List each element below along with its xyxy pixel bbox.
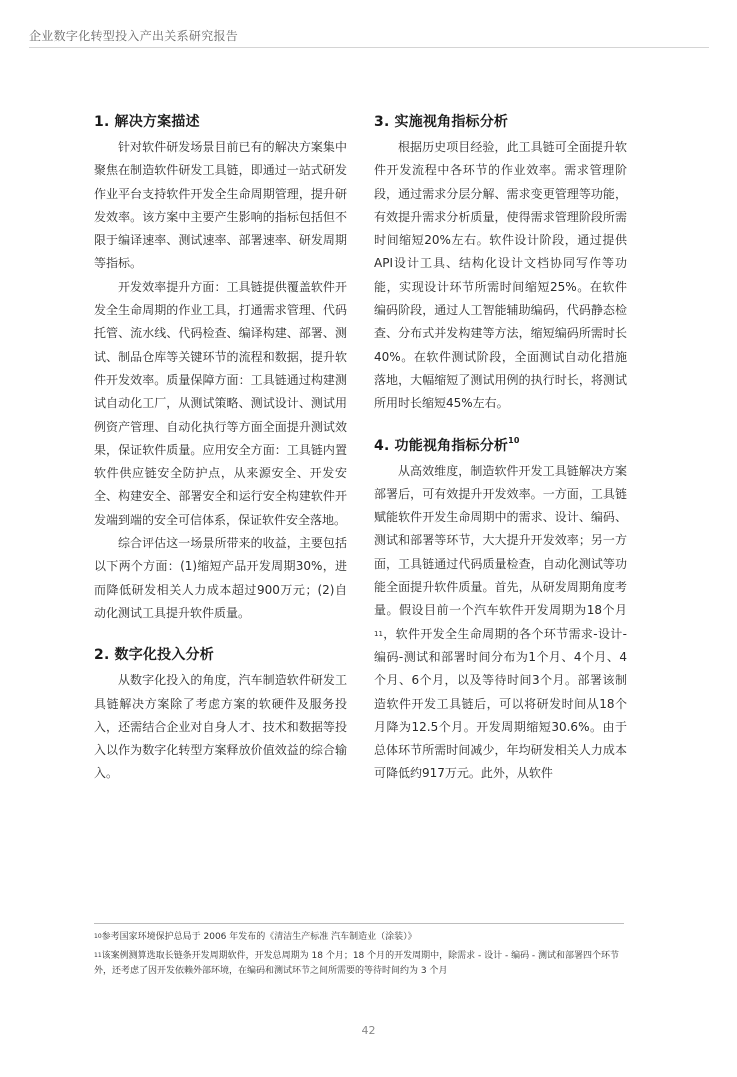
section-heading: 1. 解决方案描述: [94, 114, 200, 130]
section-spacer: [94, 625, 347, 645]
left-column: [94, 112, 347, 786]
footnote-text: 该案例测算选取长链条开发周期软件，开发总周期为 18 个月；18 个月的开发周期中，除需求 - 设计 - 编码 - 测试和部署四个环节外，还考虑了因开发依赖外部环境，在编码和测试环节之间所需要的等待时间约为 3 个月: [94, 951, 620, 976]
heading-text: 4. 功能视角指标分析: [374, 437, 509, 454]
footnote-divider: [94, 923, 624, 924]
body-paragraph: [374, 460, 627, 786]
paragraph-text: 从高效维度，制造软件开发工具链解决方案部署后，可有效提升开发效率。一方面，工具链赋能软件开发生命周期中的需求、设计、编码、测试和部署等环节，大大提升开发效率；另一方面，工具链通过代码质量检查，自动化测试等功能全面提升软件质量。首先，从研发周期角度考量。假设目前一个汽车软件开发周期为18个月: [374, 463, 627, 618]
footnote-mark: 11: [94, 952, 102, 959]
section-heading: [374, 436, 627, 456]
section-functional-metrics: [374, 436, 627, 786]
section-digital-investment: [94, 645, 347, 785]
right-column: [374, 112, 627, 786]
body-paragraph: 综合评估这一场景所带来的收益，主要包括以下两个方面：(1)缩短产品开发周期30%，进而降低研发相关人力成本超过900万元；(2)自动化测试工具提升软件质量。: [94, 536, 347, 620]
body-paragraph: 针对软件研发场景目前已有的解决方案集中聚焦在制造软件研发工具链，即通过一站式研发作业平台支持软件开发全生命周期管理，提升研发效率。该方案中主要产生影响的指标包括但不限于编译速率、测试速率、部署速率、研发周期等指标。: [94, 140, 347, 271]
body-paragraph: 从数字化投入的角度，汽车制造软件研发工具链解决方案除了考虑方案的软硬件及服务投入，还需结合企业对自身人才、技术和数据等投入以作为数字化转型方案释放价值效益的综合输入。: [94, 673, 347, 781]
footnote-ref[interactable]: 10: [508, 435, 520, 445]
footnote-item: [94, 949, 624, 979]
section-spacer: [374, 416, 627, 436]
paragraph-text: ，软件开发全生命周期的各个环节需求-设计-编码-测试和部署时间分布为1个月、4个月、4个月、6个月，以及等待时间3个月。部署该制造软件开发工具链后，可以将研发时间从18个月降为12.5个月。开发周期缩短30.6%。由于总体环节所需时间减少，年均研发相关人力成本可降低约917万元。此外，从软件: [374, 626, 627, 781]
page-number: 42: [361, 1024, 376, 1037]
page-header: [29, 19, 709, 48]
footnotes: [94, 930, 624, 983]
section-heading: 2. 数字化投入分析: [94, 647, 214, 664]
footnote-ref[interactable]: 11: [374, 629, 383, 638]
body-paragraph: 开发效率提升方面：工具链提供覆盖软件开发全生命周期的作业工具，打通需求管理、代码托管、流水线、代码检查、编译构建、部署、测试、制品仓库等关键环节的流程和数据，提升软件开发效率。质量保障方面：工具链通过构建测试自动化工厂，从测试策略、测试设计、测试用例资产管理、自动化执行等方面全面提升测试效果，保证软件质量。应用安全方面：工具链内置软件供应链安全防护点，从来源安全、开发安全、构建安全、部署安全和运行安全构建软件开发端到端的安全可信体系，保证软件安全落地。: [94, 279, 347, 527]
body-paragraph: 根据历史项目经验，此工具链可全面提升软件开发流程中各环节的作业效率。需求管理阶段，通过需求分层分解、需求变更管理等功能，有效提升需求分析质量，使得需求管理阶段所需时间缩短20%左右。软件设计阶段，通过提供API设计工具、结构化设计文档协同写作等功能，实现设计环节所需时间缩短25%。在软件编码阶段，通过人工智能辅助编码，代码静态检查、分布式并发构建等方法，缩短编码所需时长40%。在软件测试阶段，全面测试自动化措施落地，大幅缩短了测试用例的执行时长，将测试所用时长缩短45%左右。: [374, 140, 627, 411]
footnote-mark: 10: [94, 933, 102, 940]
running-title: 企业数字化转型投入产出关系研究报告: [29, 29, 239, 43]
section-heading: 3. 实施视角指标分析: [374, 114, 509, 130]
section-solution-description: [94, 112, 347, 625]
section-implementation-metrics: [374, 112, 627, 416]
footnote-text: 参考国家环境保护总局于 2006 年发布的《清洁生产标准 汽车制造业（涂装）》: [101, 932, 417, 942]
footnote-item: [94, 930, 624, 945]
